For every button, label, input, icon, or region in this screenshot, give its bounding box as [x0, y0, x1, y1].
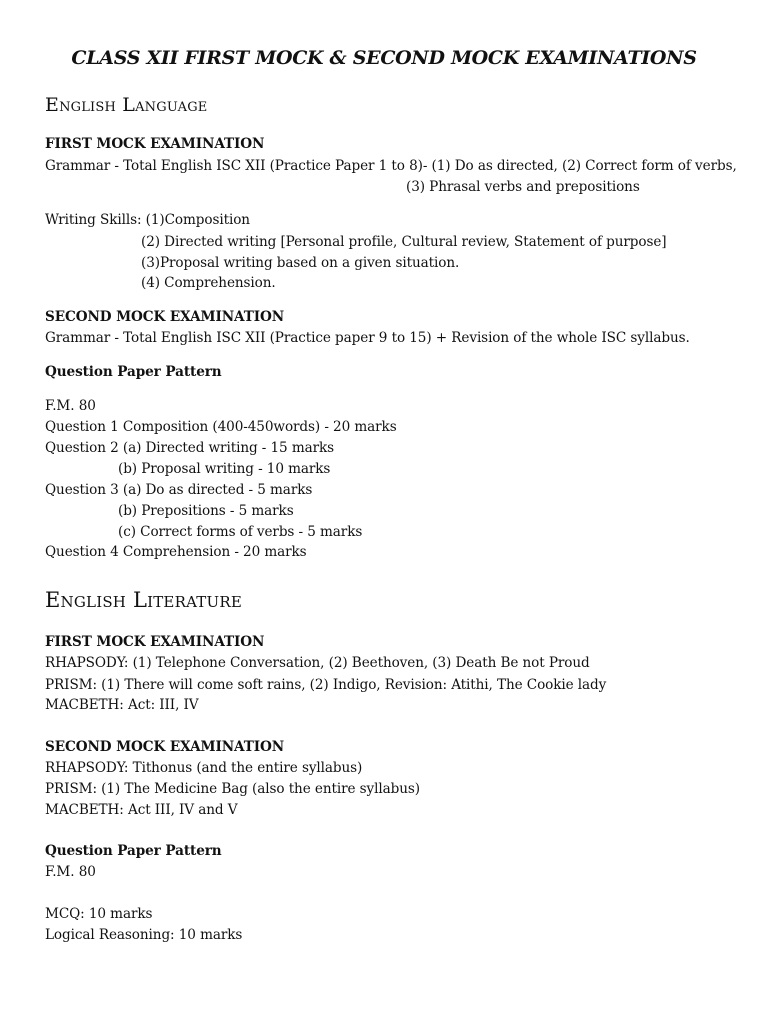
syllabus-line: MACBETH: Act III, IV and V	[45, 802, 238, 818]
syllabus-line: MACBETH: Act: III, IV	[45, 697, 199, 713]
grammar-line: Grammar - Total English ISC XII (Practice paper 9 to 15) + Revision of the whole ISC syllabus.	[45, 330, 690, 346]
syllabus-line: PRISM: (1) There will come soft rains, (2) Indigo, Revision: Atithi, The Cookie lady	[45, 677, 607, 693]
question-item: Question 3 (a) Do as directed - 5 marks	[45, 482, 313, 498]
section-heading-english-literature: English Literature	[45, 588, 242, 612]
question-item: Question 1 Composition (400-450words) - 20 marks	[45, 419, 397, 435]
question-item: Question 4 Comprehension - 20 marks	[45, 544, 307, 560]
subheading-first-mock: FIRST MOCK EXAMINATION	[45, 136, 265, 152]
full-marks: F.M. 80	[45, 864, 96, 880]
grammar-line: Grammar - Total English ISC XII (Practice Paper 1 to 8)- (1) Do as directed, (2) Correct form of verbs,	[45, 158, 737, 174]
writing-skills-item: (2) Directed writing [Personal profile, Cultural review, Statement of purpose]	[141, 234, 667, 250]
page-title: CLASS XII FIRST MOCK & SECOND MOCK EXAMINATIONS	[71, 47, 697, 69]
writing-skills-item: (4) Comprehension.	[141, 275, 276, 291]
section-heading-english-language: English Language	[45, 94, 208, 116]
question-item: MCQ: 10 marks	[45, 906, 153, 922]
syllabus-line: PRISM: (1) The Medicine Bag (also the entire syllabus)	[45, 781, 420, 797]
question-subitem: (b) Proposal writing - 10 marks	[118, 461, 331, 477]
subheading-first-mock: FIRST MOCK EXAMINATION	[45, 634, 265, 650]
subheading-question-paper-pattern: Question Paper Pattern	[45, 364, 222, 380]
syllabus-line: RHAPSODY: (1) Telephone Conversation, (2) Beethoven, (3) Death Be not Proud	[45, 655, 590, 671]
question-subitem: (b) Prepositions - 5 marks	[118, 503, 294, 519]
writing-skills-item: (3)Proposal writing based on a given situation.	[141, 255, 460, 271]
full-marks: F.M. 80	[45, 398, 96, 414]
question-item: Logical Reasoning: 10 marks	[45, 927, 243, 943]
writing-skills-line: Writing Skills: (1)Composition	[45, 212, 250, 228]
subheading-question-paper-pattern: Question Paper Pattern	[45, 843, 222, 859]
grammar-line-continued: (3) Phrasal verbs and prepositions	[406, 179, 640, 195]
question-item: Question 2 (a) Directed writing - 15 marks	[45, 440, 335, 456]
subheading-second-mock: SECOND MOCK EXAMINATION	[45, 309, 285, 325]
syllabus-line: RHAPSODY: Tithonus (and the entire syllabus)	[45, 760, 363, 776]
question-subitem: (c) Correct forms of verbs - 5 marks	[118, 524, 363, 540]
subheading-second-mock: SECOND MOCK EXAMINATION	[45, 739, 285, 755]
